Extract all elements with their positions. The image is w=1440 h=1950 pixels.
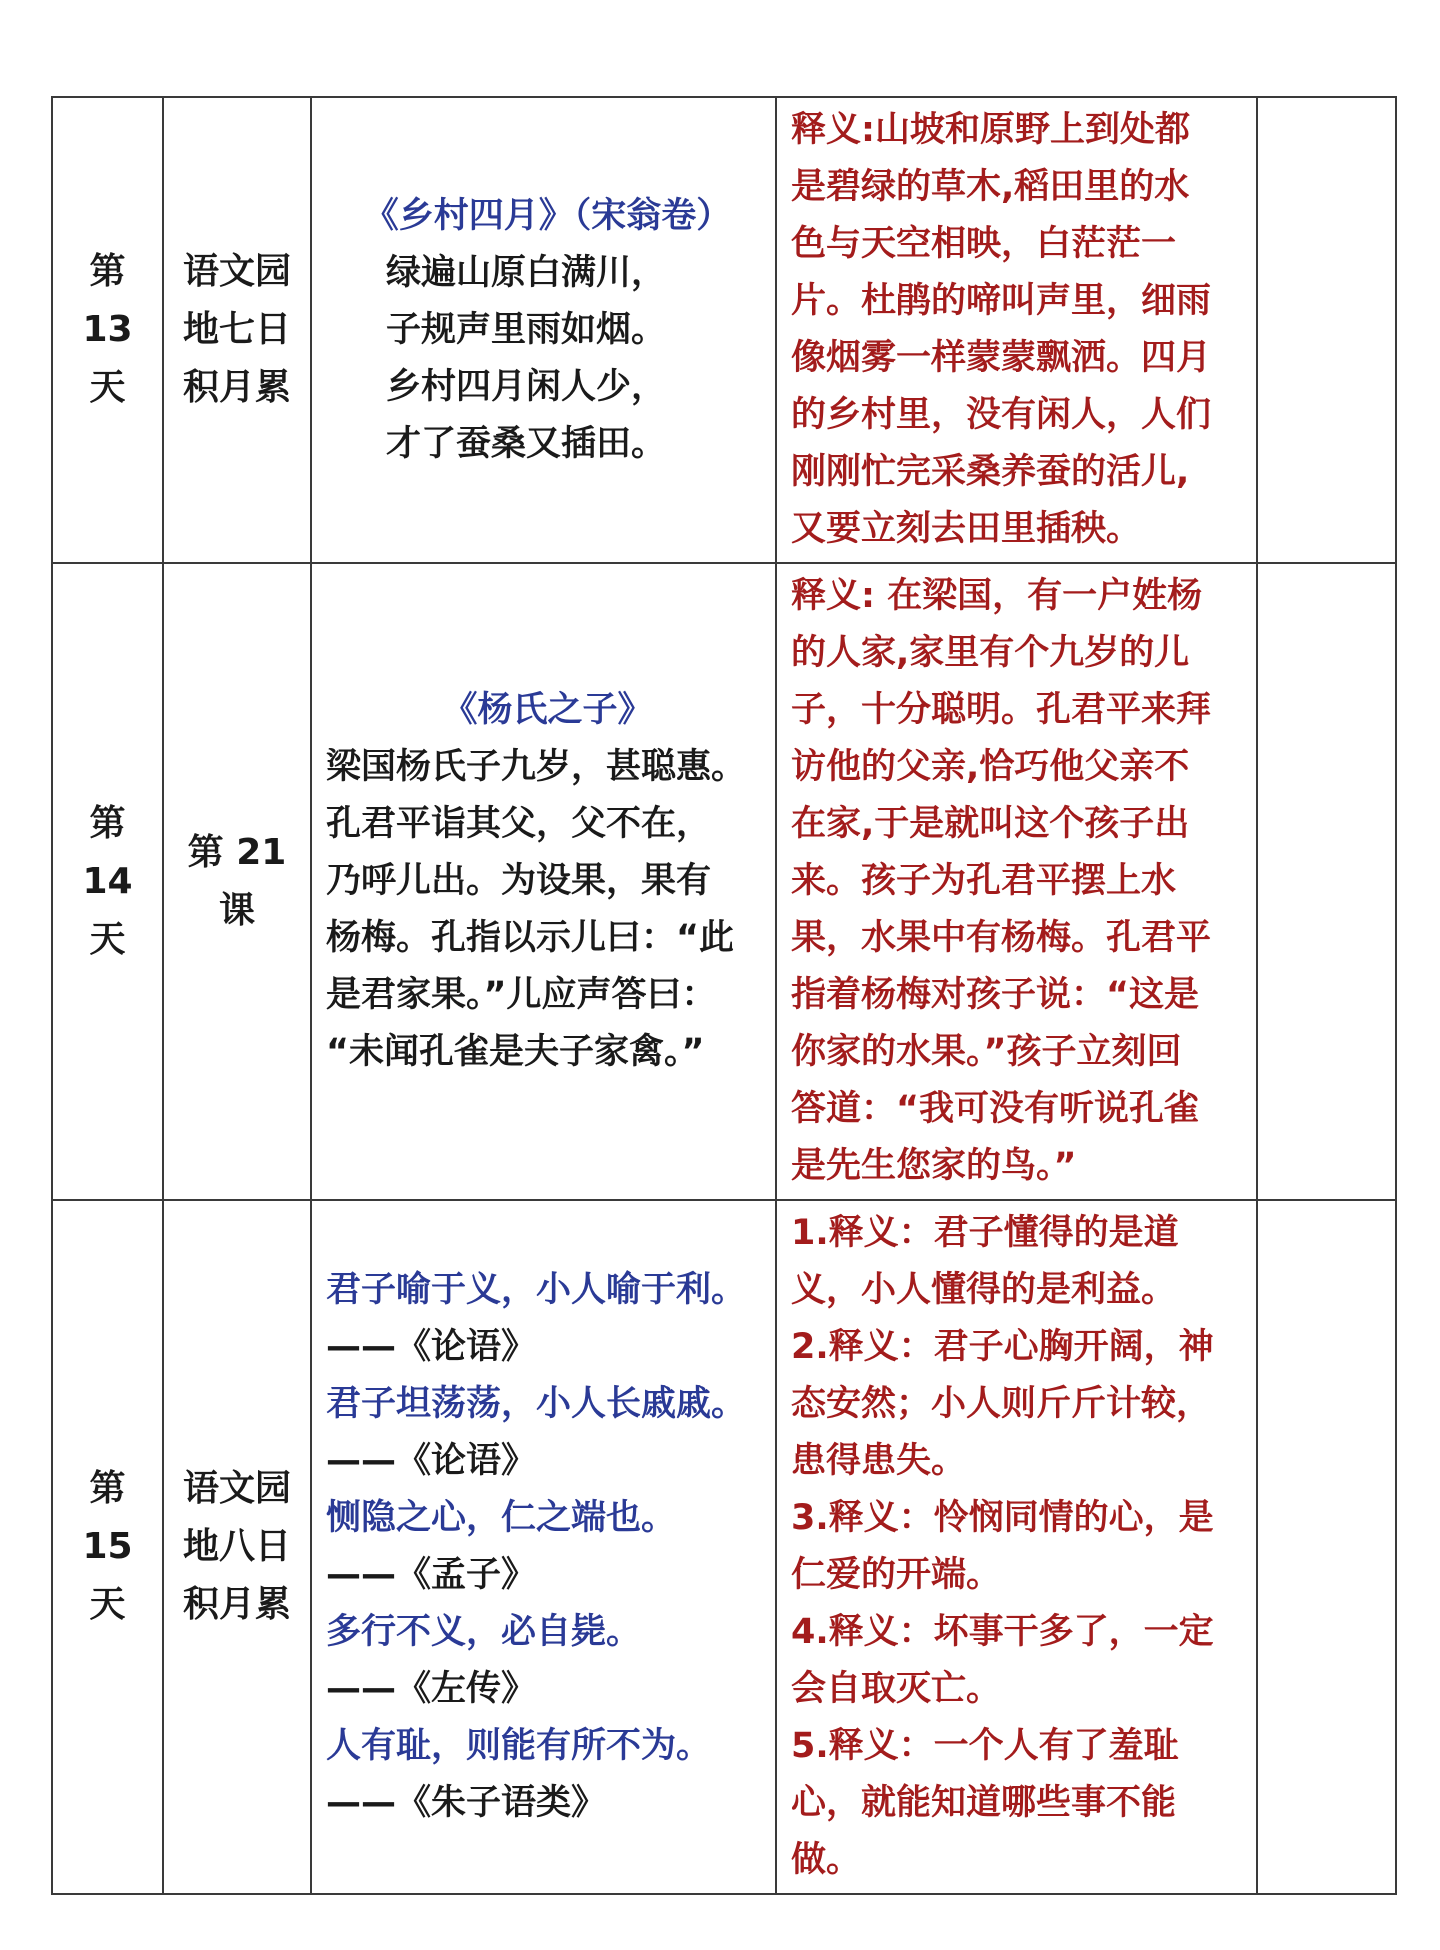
meaning-line: 片。杜鹃的啼叫声里，细雨 xyxy=(791,281,1212,321)
prose-line: 孔君平诣其父，父不在， xyxy=(326,804,712,844)
meaning-line: 访他的父亲,恰巧他父亲不 xyxy=(791,747,1190,787)
meaning-line: 子，十分聪明。孔君平来拜 xyxy=(791,690,1212,730)
poem-line: 子规声里雨如烟。 xyxy=(386,309,667,350)
meaning-line: 义，小人懂得的是利益。 xyxy=(791,1270,1177,1310)
meaning-line: 5.释义：一个人有了羞耻 xyxy=(791,1726,1179,1766)
meaning-line: 的乡村里，没有闲人，人们 xyxy=(791,395,1212,435)
text-cell xyxy=(311,1200,776,1894)
quote-line: 君子喻于义，小人喻于利。 xyxy=(326,1270,747,1310)
meaning-line: 会自取灭亡。 xyxy=(791,1669,1002,1709)
prose-title: 《杨氏之子》 xyxy=(442,690,653,730)
day-label: 第 xyxy=(89,251,126,292)
meaning-line: 仁爱的开端。 xyxy=(791,1555,1002,1595)
meaning-line: 像烟雾一样蒙蒙飘洒。四月 xyxy=(791,338,1212,378)
meaning-line: 你家的水果。”孩子立刻回 xyxy=(791,1032,1182,1072)
table-row xyxy=(52,1200,1396,1894)
day-cell xyxy=(52,563,163,1200)
lesson-line: 积月累 xyxy=(182,367,291,408)
meaning-line: 做。 xyxy=(791,1840,862,1880)
meaning-cell xyxy=(776,97,1257,563)
meaning-line: 在家,于是就叫这个孩子出 xyxy=(791,804,1190,844)
lesson-line: 语文园 xyxy=(182,251,291,292)
meaning-line: 心，就能知道哪些事不能 xyxy=(791,1783,1177,1823)
quote-source: ——《孟子》 xyxy=(326,1555,537,1595)
meaning-line: 刚刚忙完采桑养蚕的活儿, xyxy=(791,452,1190,492)
meaning-line: 4.释义：坏事干多了，一定 xyxy=(791,1612,1214,1652)
quote-source: ——《朱子语类》 xyxy=(326,1783,607,1823)
prose-line: 杨梅。孔指以示儿曰：“此 xyxy=(326,918,735,958)
meaning-cell xyxy=(776,563,1257,1200)
day-label: 第 xyxy=(89,802,126,844)
day-number: 14 xyxy=(82,860,133,902)
meaning-line: 释义:山坡和原野上到处都 xyxy=(791,110,1190,150)
lesson-line: 第 21 xyxy=(187,831,287,873)
day-number: 13 xyxy=(82,309,133,350)
study-plan-table xyxy=(51,96,1397,1895)
check-cell xyxy=(1257,563,1396,1200)
quote-line: 多行不义，必自毙。 xyxy=(326,1612,642,1652)
meaning-line: 是碧绿的草木,稻田里的水 xyxy=(791,167,1190,207)
poem-title: 《乡村四月》（宋翁卷） xyxy=(363,195,732,236)
lesson-line: 积月累 xyxy=(182,1584,291,1625)
meaning-line: 的人家,家里有个九岁的儿 xyxy=(791,633,1190,673)
day-label: 天 xyxy=(89,918,126,960)
check-cell xyxy=(1257,1200,1396,1894)
day-label: 天 xyxy=(89,1584,126,1625)
quote-line: 人有耻，则能有所不为。 xyxy=(326,1726,712,1766)
lesson-cell xyxy=(163,1200,311,1894)
poem-line: 才了蚕桑又插田。 xyxy=(386,423,667,464)
quote-source: ——《论语》 xyxy=(326,1441,537,1481)
meaning-line: 色与天空相映，白茫茫一 xyxy=(791,224,1177,264)
prose-line: “未闻孔雀是夫子家禽。” xyxy=(326,1032,705,1072)
quote-source: ——《左传》 xyxy=(326,1669,537,1709)
text-cell xyxy=(311,97,776,563)
meaning-line: 指着杨梅对孩子说：“这是 xyxy=(791,975,1200,1015)
meaning-line: 释义: 在梁国，有一户姓杨 xyxy=(791,576,1203,616)
text-cell xyxy=(311,563,776,1200)
prose-line: 梁国杨氏子九岁，甚聪惠。 xyxy=(326,747,747,787)
day-cell xyxy=(52,97,163,563)
meaning-line: 是先生您家的鸟。” xyxy=(791,1146,1077,1186)
quote-line: 恻隐之心，仁之端也。 xyxy=(326,1498,677,1538)
quote-source: ——《论语》 xyxy=(326,1327,537,1367)
meaning-line: 2.释义：君子心胸开阔，神 xyxy=(791,1327,1214,1367)
meaning-line: 果，水果中有杨梅。孔君平 xyxy=(791,918,1212,958)
prose-line: 乃呼儿出。为设果，果有 xyxy=(326,861,712,901)
meaning-line: 又要立刻去田里插秧。 xyxy=(791,509,1142,549)
quote-line: 君子坦荡荡，小人长戚戚。 xyxy=(326,1384,747,1424)
meaning-line: 患得患失。 xyxy=(791,1441,967,1481)
poem-line: 绿遍山原白满川， xyxy=(386,252,667,293)
lesson-line: 课 xyxy=(218,889,255,931)
day-number: 15 xyxy=(82,1526,133,1567)
check-cell xyxy=(1257,97,1396,563)
day-label: 天 xyxy=(89,367,126,408)
day-cell xyxy=(52,1200,163,1894)
meaning-line: 1.释义：君子懂得的是道 xyxy=(791,1213,1179,1253)
poem-line: 乡村四月闲人少， xyxy=(386,366,667,407)
meaning-line: 3.释义：怜悯同情的心，是 xyxy=(791,1498,1214,1538)
meaning-line: 来。孩子为孔君平摆上水 xyxy=(791,861,1177,901)
table-row xyxy=(52,97,1396,563)
day-label: 第 xyxy=(89,1468,126,1509)
lesson-line: 地七日 xyxy=(182,309,291,350)
prose-line: 是君家果。”儿应声答曰： xyxy=(326,975,717,1015)
meaning-line: 答道：“我可没有听说孔雀 xyxy=(791,1089,1200,1129)
meaning-cell xyxy=(776,1200,1257,1894)
meaning-line: 态安然；小人则斤斤计较， xyxy=(791,1384,1212,1424)
lesson-line: 地八日 xyxy=(182,1526,291,1567)
lesson-cell xyxy=(163,563,311,1200)
lesson-line: 语文园 xyxy=(182,1468,291,1509)
table-row xyxy=(52,563,1396,1200)
lesson-cell xyxy=(163,97,311,563)
